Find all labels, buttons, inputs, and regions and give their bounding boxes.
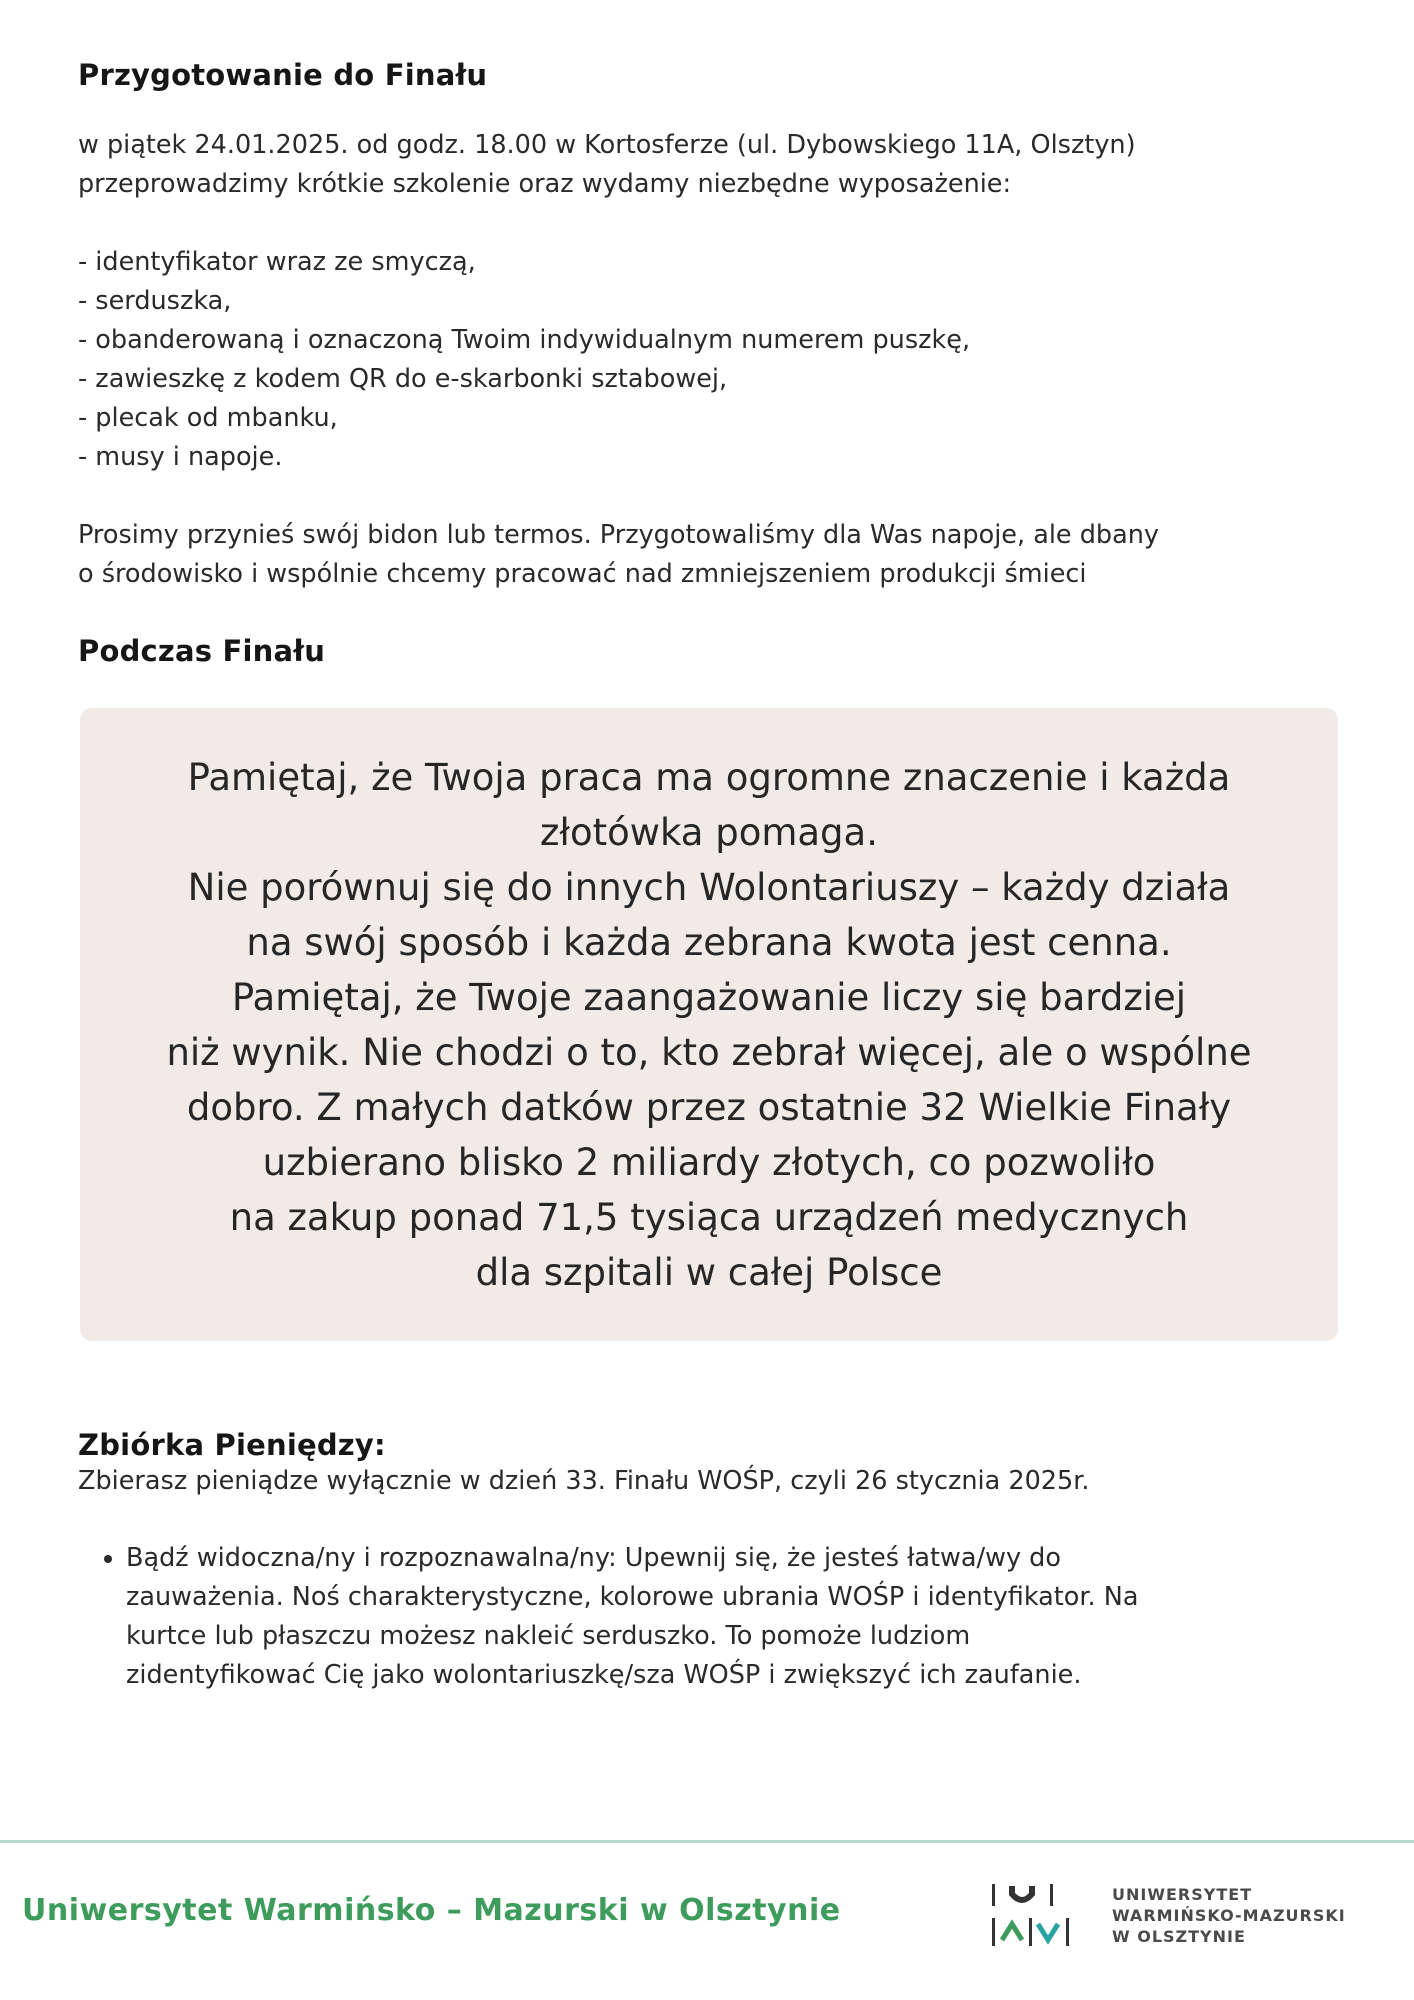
quote-line: Pamiętaj, że Twoje zaangażowanie liczy się bardziej	[231, 976, 1187, 1019]
logo-text-line: UNIWERSYTET	[1112, 1885, 1253, 1904]
quote-line: dla szpitali w całej Polsce	[475, 1251, 943, 1294]
quote-line: złotówka pomaga.	[540, 811, 878, 854]
collection-intro: Zbierasz pieniądze wyłącznie w dzień 33. Finału WOŚP, czyli 26 stycznia 2025r.	[78, 1466, 1090, 1496]
note-line-2: o środowisko i wspólnie chcemy pracować nad zmniejszeniem produkcji śmieci	[78, 559, 1087, 589]
bullet-line: zauważenia. Noś charakterystyczne, kolorowe ubrania WOŚP i identyfikator. Na	[126, 1582, 1139, 1612]
quote-line: na swój sposób i każda zebrana kwota jest cenna.	[246, 921, 1172, 964]
list-item: - identyfikator wraz ze smyczą,	[78, 247, 476, 277]
quote-line: uzbierano blisko 2 miliardy złotych, co pozwoliło	[262, 1141, 1156, 1184]
footer-university-name: Uniwersytet Warmińsko – Mazurski w Olsztynie	[22, 1893, 841, 1928]
list-item	[126, 1539, 1338, 1695]
quote-line: Nie porównuj się do innych Wolontariuszy – każdy działa	[187, 866, 1231, 909]
bullet-line: zidentyfikować Cię jako wolontariuszkę/sza WOŚP i zwiększyć ich zaufanie.	[126, 1660, 1082, 1690]
university-logo-text	[1112, 1884, 1346, 1947]
section-heading-preparation: Przygotowanie do Finału	[78, 58, 488, 92]
bullet-line: Bądź widoczna/ny i rozpoznawalna/ny: Upewnij się, że jesteś łatwa/wy do	[126, 1543, 1061, 1573]
footer-divider	[0, 1840, 1414, 1843]
list-item: - plecak od mbanku,	[78, 403, 338, 433]
intro-line-1: w piątek 24.01.2025. od godz. 18.00 w Kortosferze (ul. Dybowskiego 11A, Olsztyn)	[78, 130, 1136, 160]
note-line-1: Prosimy przynieś swój bidon lub termos. Przygotowaliśmy dla Was napoje, ale dbany	[78, 520, 1159, 550]
quote-line: na zakup ponad 71,5 tysiąca urządzeń medycznych	[229, 1196, 1189, 1239]
quote-text	[80, 750, 1338, 1300]
logo-text-line: W OLSZTYNIE	[1112, 1927, 1246, 1946]
quote-line: Pamiętaj, że Twoja praca ma ogromne znaczenie i każda	[187, 756, 1231, 799]
collection-bullets	[78, 1539, 1338, 1695]
equipment-list	[78, 243, 1338, 477]
list-item: - obanderowaną i oznaczoną Twoim indywidualnym numerem puszkę,	[78, 325, 971, 355]
section-heading-collection: Zbiórka Pieniędzy:	[78, 1428, 386, 1462]
logo-text-line: WARMIŃSKO-MAZURSKI	[1112, 1906, 1346, 1925]
list-item: - musy i napoje.	[78, 442, 283, 472]
university-logo-icon	[990, 1880, 1082, 1952]
list-item: - serduszka,	[78, 286, 232, 316]
quote-box	[80, 708, 1338, 1341]
quote-line: dobro. Z małych datków przez ostatnie 32 Wielkie Finały	[186, 1086, 1232, 1129]
main-content	[78, 58, 1338, 668]
list-item: - zawieszkę z kodem QR do e-skarbonki sztabowej,	[78, 364, 728, 394]
quote-line: niż wynik. Nie chodzi o to, kto zebrał więcej, ale o wspólne	[166, 1031, 1252, 1074]
intro-line-2: przeprowadzimy krótkie szkolenie oraz wydamy niezbędne wyposażenie:	[78, 169, 1012, 199]
section-heading-during: Podczas Finału	[78, 634, 326, 668]
bullet-line: kurtce lub płaszczu możesz nakleić serduszko. To pomoże ludziom	[126, 1621, 971, 1651]
collection-section	[78, 1428, 1338, 1695]
